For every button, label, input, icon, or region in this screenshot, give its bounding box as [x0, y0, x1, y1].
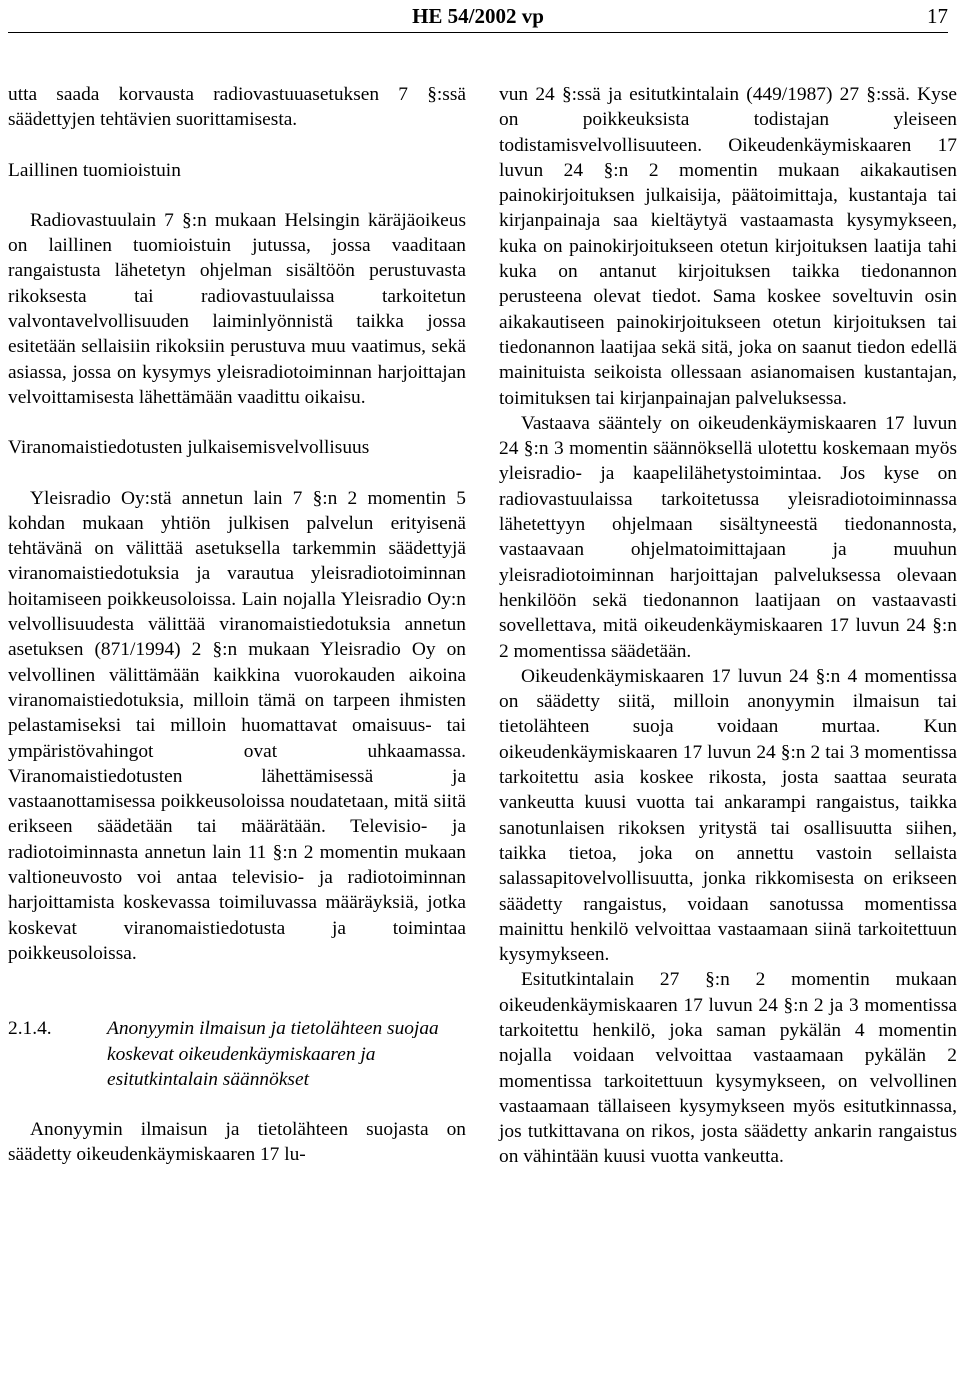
- page-number: 17: [927, 4, 948, 28]
- paragraph: Oikeudenkäymiskaaren 17 luvun 24 §:n 4 momentissa on säädetty siitä, milloin anonyymin ilmaisun tai tietolähteen suoja voidaan murtaa. Kun oikeudenkäymiskaaren 17 luvun 24 §:n 2 tai 3 momentissa tarkoitettu asia koskee rikosta, josta saattaa seurata vankeutta kuusi vuotta tai ankarampi rangaistus, taikka sanotunlaisen rikoksen yritystä tai osallisuutta siihen, taikka tietoa, joka on annettu vastoin sellaista salassapitovelvollisuutta, jonka rikkomisesta on erikseen säädetty rangaistus, voidaan sanotussa momentissa mainittu henkilö velvoittaa vastaamaan siinä tarkoitettuun kysymykseen.: [499, 665, 957, 966]
- subsection-title: Anonyymin ilmaisun ja tietolähteen suojaa koskevat oikeudenkäymiskaaren ja esitutkintalain säännökset: [107, 1018, 439, 1090]
- paragraph: utta saada korvausta radiovastuuasetuksen 7 §:ssä säädettyjen tehtävien suorittamisesta.: [8, 84, 466, 131]
- section-heading: Laillinen tuomioistuin: [8, 159, 181, 181]
- document-id: HE 54/2002 vp: [412, 4, 544, 28]
- right-column: [499, 82, 957, 1170]
- section-heading: Viranomaistiedotusten julkaisemisvelvollisuus: [8, 437, 370, 459]
- paragraph: Radiovastuulain 7 §:n mukaan Helsingin käräjäoikeus on laillinen tuomioistuin jutussa, jossa vaaditaan rangaistusta lähetetyn ohjelman sisältöön perustuvasta rikoksesta tai radiovastuulaissa tarkoitetun valvontavelvollisuuden laiminlyönnistä taikka jossa esitetään sellaisiin rikoksiin perustuva muu vaatimus, sekä asiassa, jossa on kysymys yleisradiotoiminnan harjoittajan velvoittamisesta lähettämään vaadittu oikaisu.: [8, 209, 466, 408]
- paragraph: Yleisradio Oy:stä annetun lain 7 §:n 2 momentin 5 kohdan mukaan yhtiön julkisen palvelun erityisenä tehtävänä on välittää asetuksella tarkemmin säädettyjä viranomaistiedotuksia ja varautua yleisradiotoiminnan hoitamiseen poikkeusoloissa. Lain nojalla Yleisradio Oy:n velvollisuudesta välittää viranomaistiedotuksia annetun asetuksen (871/1994) 2 §:n mukaan Yleisradio Oy on velvollinen välittämään kaikkina vuorokauden aikoina viranomaistiedotuksia, milloin tämä on tarpeen ihmisten pelastamiseksi tai milloin huomattavat omaisuus- tai ympäristövahingot ovat uhkaamassa. Viranomaistiedotusten lähettämisessä ja vastaanottamisessa poikkeusoloissa noudatetaan, mitä siitä erikseen säädetään tai määrätään. Televisio- ja radiotoiminnasta annetun lain 11 §:n 2 momentin mukaan valtioneuvosto voi antaa televisio- ja radiotoiminnan harjoittamista koskevassa toimiluvassa määräyksiä, jotka koskevat viranomaistiedotusta ja toimintaa poikkeusoloissa.: [8, 487, 466, 964]
- page-header: [8, 0, 948, 33]
- subsection-number: 2.1.4.: [8, 1018, 52, 1040]
- subsection-heading: [8, 1016, 466, 1092]
- paragraph: vun 24 §:ssä ja esitutkintalain (449/1987) 27 §:ssä. Kyse on poikkeuksista todistajan yleiseen todistamisvelvollisuuteen. Oikeudenkäymiskaaren 17 luvun 24 §:n 2 momentin mukaan aikakautisen painokirjoituksen julkaisija, päätoimittaja, kustantaja tai kirjanpainaja saa kieltäytyä vastaamasta kysymykseen, kuka on painokirjoitukseen otetun kirjoituksen laatija tahi kuka on antanut kirjoituksen taikka tiedonannon perusteena olevat tiedot. Sama koskee soveltuvin osin aikakautiseen painokirjoitukseen otetun kirjoituksen tai tiedonannon laatijaa sekä sitä, joka on saanut tiedon edellä mainituista seikoista ollessaan asianomaisen kustantajan, toimituksen tai kirjanpainajan palveluksessa.: [499, 84, 957, 409]
- paragraph: Esitutkintalain 27 §:n 2 momentin mukaan oikeudenkäymiskaaren 17 luvun 24 §:n 2 ja 3 momentissa tarkoitettu henkilö, joka saman pykälän 4 momentin nojalla voidaan velvoittaa vastaamaan pykälän 2 momentissa tarkoitettuun kysymykseen, on velvollinen vastaamaan tällaiseen kysymykseen myös esitutkinnassa, jos tutkittavana on rikos, josta säädetty ankarin rangaistus on vähintään kuusi vuotta vankeutta.: [499, 969, 957, 1168]
- paragraph: Vastaava sääntely on oikeudenkäymiskaaren 17 luvun 24 §:n 3 momentin säännöksellä ulotettu koskemaan myös yleisradio- ja kaapelilähetystoimintaa. Jos kyse on radiovastuulaissa tarkoitetussa yleisradiotoiminnassa lähetettyyn ohjelmaan sisältyneestä tiedonannosta, vastaavaan ohjelmatoimittajaan ja muuhun yleisradiotoiminnan harjoittajan palveluksessa olevaan henkilöön sekä tiedonannon laatijaan on vastaavasti sovellettava, mitä oikeudenkäymiskaaren 17 luvun 24 §:n 2 momentissa säädetään.: [499, 412, 957, 662]
- paragraph: Anonyymin ilmaisun ja tietolähteen suojasta on säädetty oikeudenkäymiskaaren 17 lu-: [8, 1119, 466, 1166]
- left-column: [8, 82, 466, 1168]
